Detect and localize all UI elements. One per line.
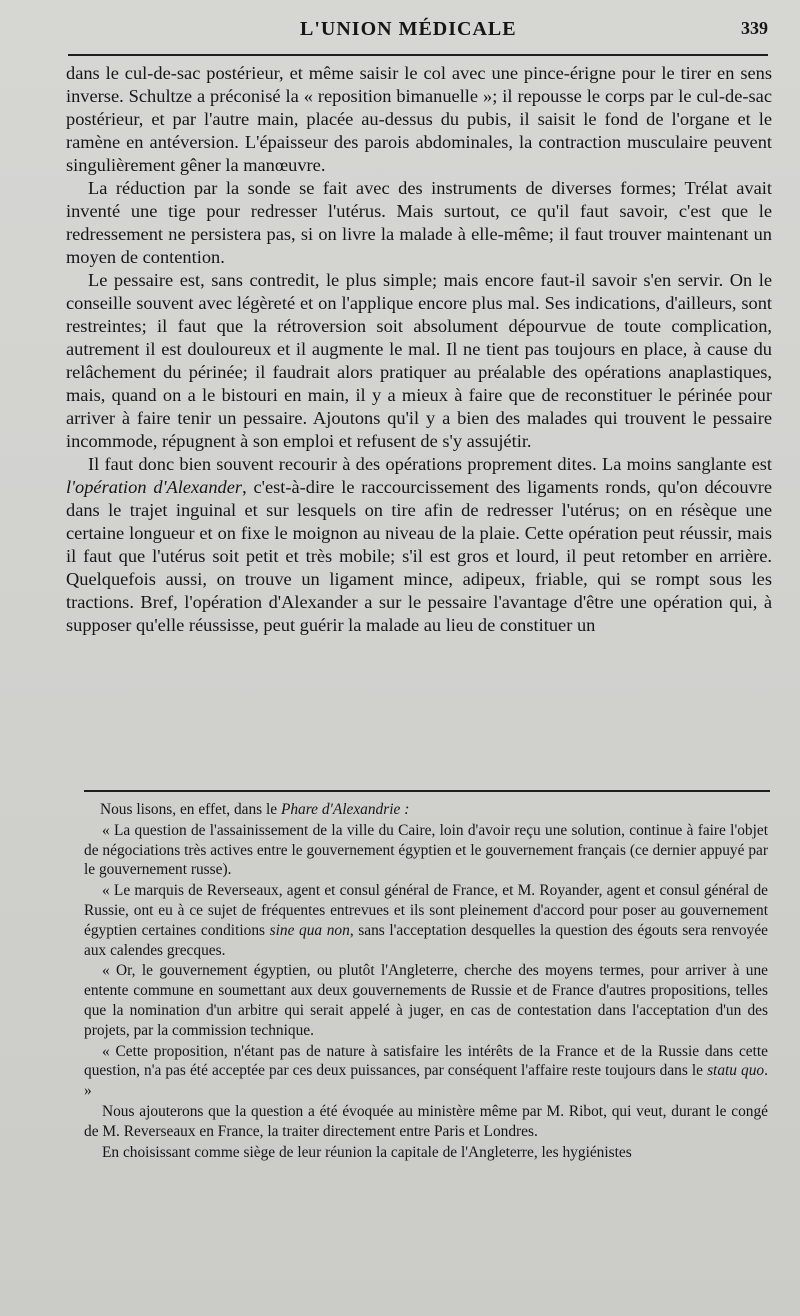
paragraph-2: La réduction par la sonde se fait avec des instruments de diverses formes; Trélat avait inventé une tige pour redresser l'utérus. Mais surtout, ce qu'il faut savoir, c'est que le redressement ne persistera pas, si on livre la malade à elle-même; il faut trouver maintenant un moyen de contention. [66,178,772,267]
note-3 [84,881,768,960]
footnotes [84,800,768,1163]
paragraph-4-start: Il faut donc bien souvent recourir à des opérations proprement dites. La moins sanglante est [88,454,772,474]
header-rule [68,54,768,56]
note-5-emphasis: statu quo [707,1062,765,1080]
paragraph-3: Le pessaire est, sans contredit, le plus simple; mais encore faut-il savoir s'en servir. On le conseille souvent avec légèreté et on l'applique encore plus mal. Ses indications, d'ailleurs, sont restreintes; il faut que la rétroversion soit absolument dépourvue de toute complication, autrement il est douloureux et il augmente le mal. Il ne tient pas toujours en place, à cause du relâchement du périnée; il faudrait alors pratiquer au préalable des opérations anaplastiques, mais, quand on a le bistouri en main, il y a mieux à faire que de reconstituer le périnée pour arriver à faire tenir un pessaire. Ajoutons qu'il y a bien des malades qui trouvent le pessaire incommode, répugnent à son emploi et refusent de s'y assujétir. [66,270,772,451]
note-3-end: , sans l'acceptation desquelles la question des égouts sera renvoyée aux calendes grecques. [84,921,768,959]
footnote-rule [84,790,770,792]
running-head [0,16,800,46]
note-5 [84,1042,768,1101]
paragraph-4-end: , c'est-à-dire le raccourcissement des ligaments ronds, qu'on découvre dans le trajet inguinal et sur lesquels on tire afin de redresser l'utérus; on en résèque une certaine longueur et on fixe le moignon au niveau de la plaie. Cette opération peut réussir, mais il faut que l'utérus soit petit et très mobile; s'il est gros et lourd, il peut retomber en arrière. Quelquefois aussi, on trouve un ligament mince, adipeux, friable, qui se rompt sous les tractions. Bref, l'opération d'Alexander a sur le pessaire l'avantage d'être une opération qui, à supposer qu'elle réussisse, peut guérir la malade au lieu de constituer un [66,477,772,635]
note-4: « Or, le gouvernement égyptien, ou plutôt l'Angleterre, cherche des moyens termes, pour arriver à une entente commune en soumettant aux deux gouvernements de Russie et de France d'autres propositions, telles que la nomination d'un arbitre qui serait appelé à juger, en cas de contestation dans l'acceptation d'un des projets, par la commission technique. [84,962,768,1039]
note-6: Nous ajouterons que la question a été évoquée au ministère même par M. Ribot, qui veut, durant le congé de M. Reverseaux en France, la traiter directement entre Paris et Londres. [84,1102,768,1140]
main-text [66,62,772,637]
paragraph-4 [66,453,772,637]
note-3-emphasis: sine qua non [269,921,350,939]
note-1-emphasis: Phare d'Alexandrie : [280,801,410,818]
note-5-start: « Cette proposition, n'étant pas de nature à satisfaire les intérêts de la France et de la Russie dans cette question, n'a pas été acceptée par ces deux puissances, par conséquent l'affaire reste toujours dans le [84,1042,768,1080]
note-1 [84,800,768,820]
journal-title: L'UNION MÉDICALE [300,18,517,40]
page-number: 339 [741,18,768,38]
paragraph-4-emphasis: l'opération d'Alexander [66,477,243,497]
note-7: En choisissant comme siège de leur réunion la capitale de l'Angleterre, les hygiénistes [102,1143,632,1161]
paragraph-1: dans le cul-de-sac postérieur, et même saisir le col avec une pince-érigne pour le tirer en sens inverse. Schultze a préconisé la « reposition bimanuelle »; il repousse le corps par le cul-de-sac postérieur, et par l'autre main, placée au-dessus du pubis, il saisit le fond de l'organe et le ramène en antéversion. L'épaisseur des parois abdominales, la contraction musculaire peuvent singulièrement gêner la manœuvre. [66,63,772,175]
note-2: « La question de l'assainissement de la ville du Caire, loin d'avoir reçu une solution, continue à faire l'objet de négociations très actives entre le gouvernement égyptien et le gouvernement français (ce dernier appuyé par le gouvernement russe). [84,821,768,879]
note-3-start: « Le marquis de Reverseaux, agent et consul général de France, et M. Royander, agent et consul général de Russie, ont eu à ce sujet de fréquentes entrevues et ils sont pleinement d'accord pour poser au gouvernement égyptien certaines conditions [84,882,768,939]
note-5-end: . » [84,1062,768,1100]
note-1-start: Nous lisons, en effet, dans le [100,801,281,818]
